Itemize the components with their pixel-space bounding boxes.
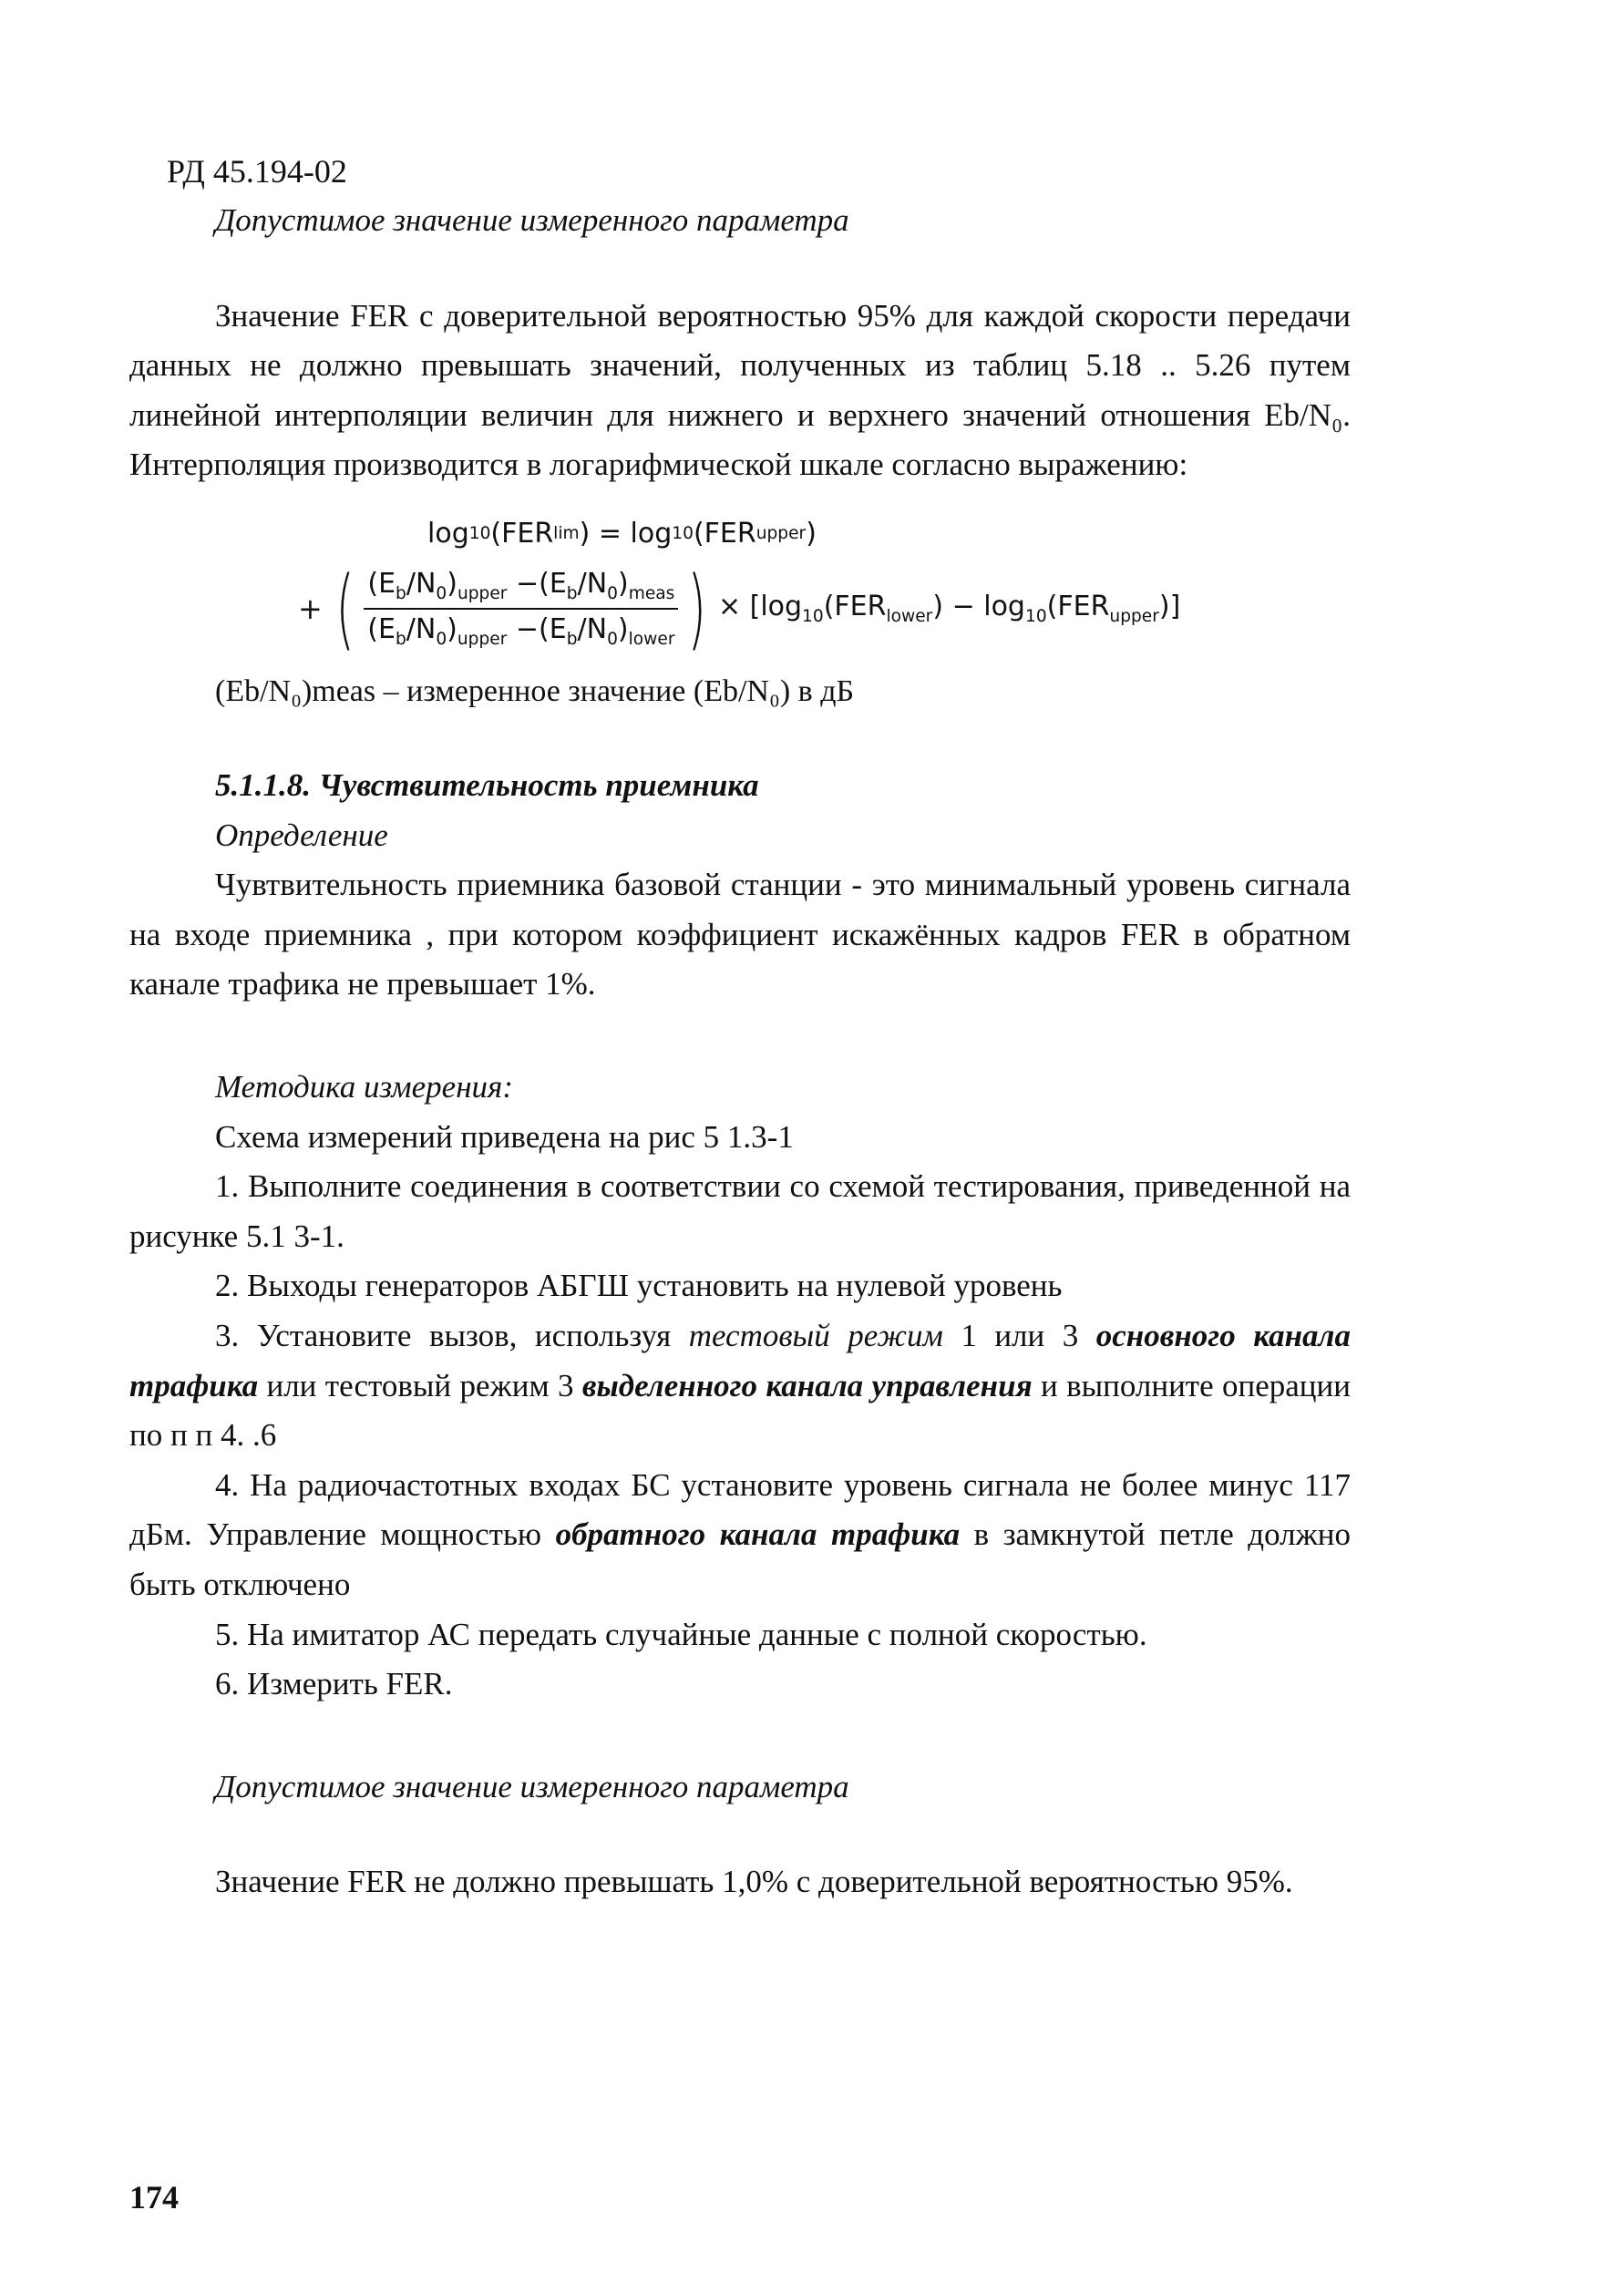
page-body [129, 196, 1351, 1907]
fraction-numerator: $(E_b/N_0)_{upper} -(E_b/N_0)_{meas}$ [364, 568, 678, 610]
step-1: 1. Выполните соединения в соответствии со схемой тестирования, приведенной на рисунке 5.1 3-1. [129, 1168, 1351, 1254]
formula-definition: (Eb/N₀)meas – измеренное значение (Eb/N₀) в дБ [215, 673, 855, 708]
step-2: 2. Выходы генераторов АБГШ установить на нулевой уровень [215, 1268, 1063, 1304]
fraction-denominator: $(E_b/N_0)_{upper} -(E_b/N_0)_{lower}$ [367, 612, 675, 649]
final-requirement: Значение FER не должно превышать 1,0% с доверительной вероятностью 95%. [215, 1864, 1293, 1900]
section-title: Чувствительность приемника [318, 767, 759, 803]
method-label: Методика измерения: [215, 1068, 513, 1105]
page-number: 174 [129, 2179, 179, 2215]
fer-paragraph: Значение FER с доверительной вероятностью 95% для каждой скорости передачи данных не должно превышать значений, полученных из таблиц 5.18 .. 5.26 путем линейной интерполяции величин для нижнего и верхнего значений отношения Eb/N₀. Интерполяция производится в логарифмической шкале согласно выражению: [129, 297, 1351, 483]
section-number: 5.1.1.8. [215, 767, 311, 803]
allowed-value-heading-2: Допустимое значение измеренного параметра [215, 1768, 849, 1804]
formula-tail: × $[\log_{10}(FER_{lower}) - \log_{10}(FER_{upper})]$ [717, 590, 1181, 626]
allowed-value-heading: Допустимое значение измеренного параметра [215, 202, 849, 238]
section-heading [215, 761, 1351, 811]
formula-fraction [364, 568, 678, 651]
formula-line-1: log 10 (FER lim ) = log 10 (FER upper ) [427, 517, 817, 550]
step-6: 6. Измерить FER. [215, 1666, 453, 1702]
step-4: 4. На радиочастотных входах БС установите уровень сигнала не более минус 117 дБм. Управление мощностью обратного канала трафика в замкнутой петле должно быть отключено [129, 1466, 1351, 1602]
interpolation-formula [298, 509, 1351, 660]
step-3: 3. Установите вызов, используя тестовый режим 1 или 3 основного канала трафика или тестовый режим 3 выделенного канала управления и выполните операции по п п 4. .6 [129, 1317, 1351, 1454]
document-header: РД 45.194-02 [167, 153, 347, 190]
scheme-line: Схема измерений приведена на рис 5 1.3-1 [215, 1118, 794, 1155]
formula-line-2: + ( $\frac{(E_b/N_0)_{upper} -(E_b/N_0)_{meas}}{(E_b/N_0)_{upper} -(E_b/N_0)_{lower}}$ ) × $[\log_{10}(FER_{lower}) - \log_{10}(FER_{upper})]$ [298, 557, 1181, 660]
step-5: 5. На имитатор АС передать случайные данные с полной скоростью. [215, 1616, 1147, 1652]
definition-text: Чувтвительность приемника базовой станции - это минимальный уровень сигнала на входе приемника , при котором коэффициент искажённых кадров FER в обратном канале трафика не превышает 1%. [129, 867, 1351, 1002]
definition-label: Определение [215, 817, 388, 853]
